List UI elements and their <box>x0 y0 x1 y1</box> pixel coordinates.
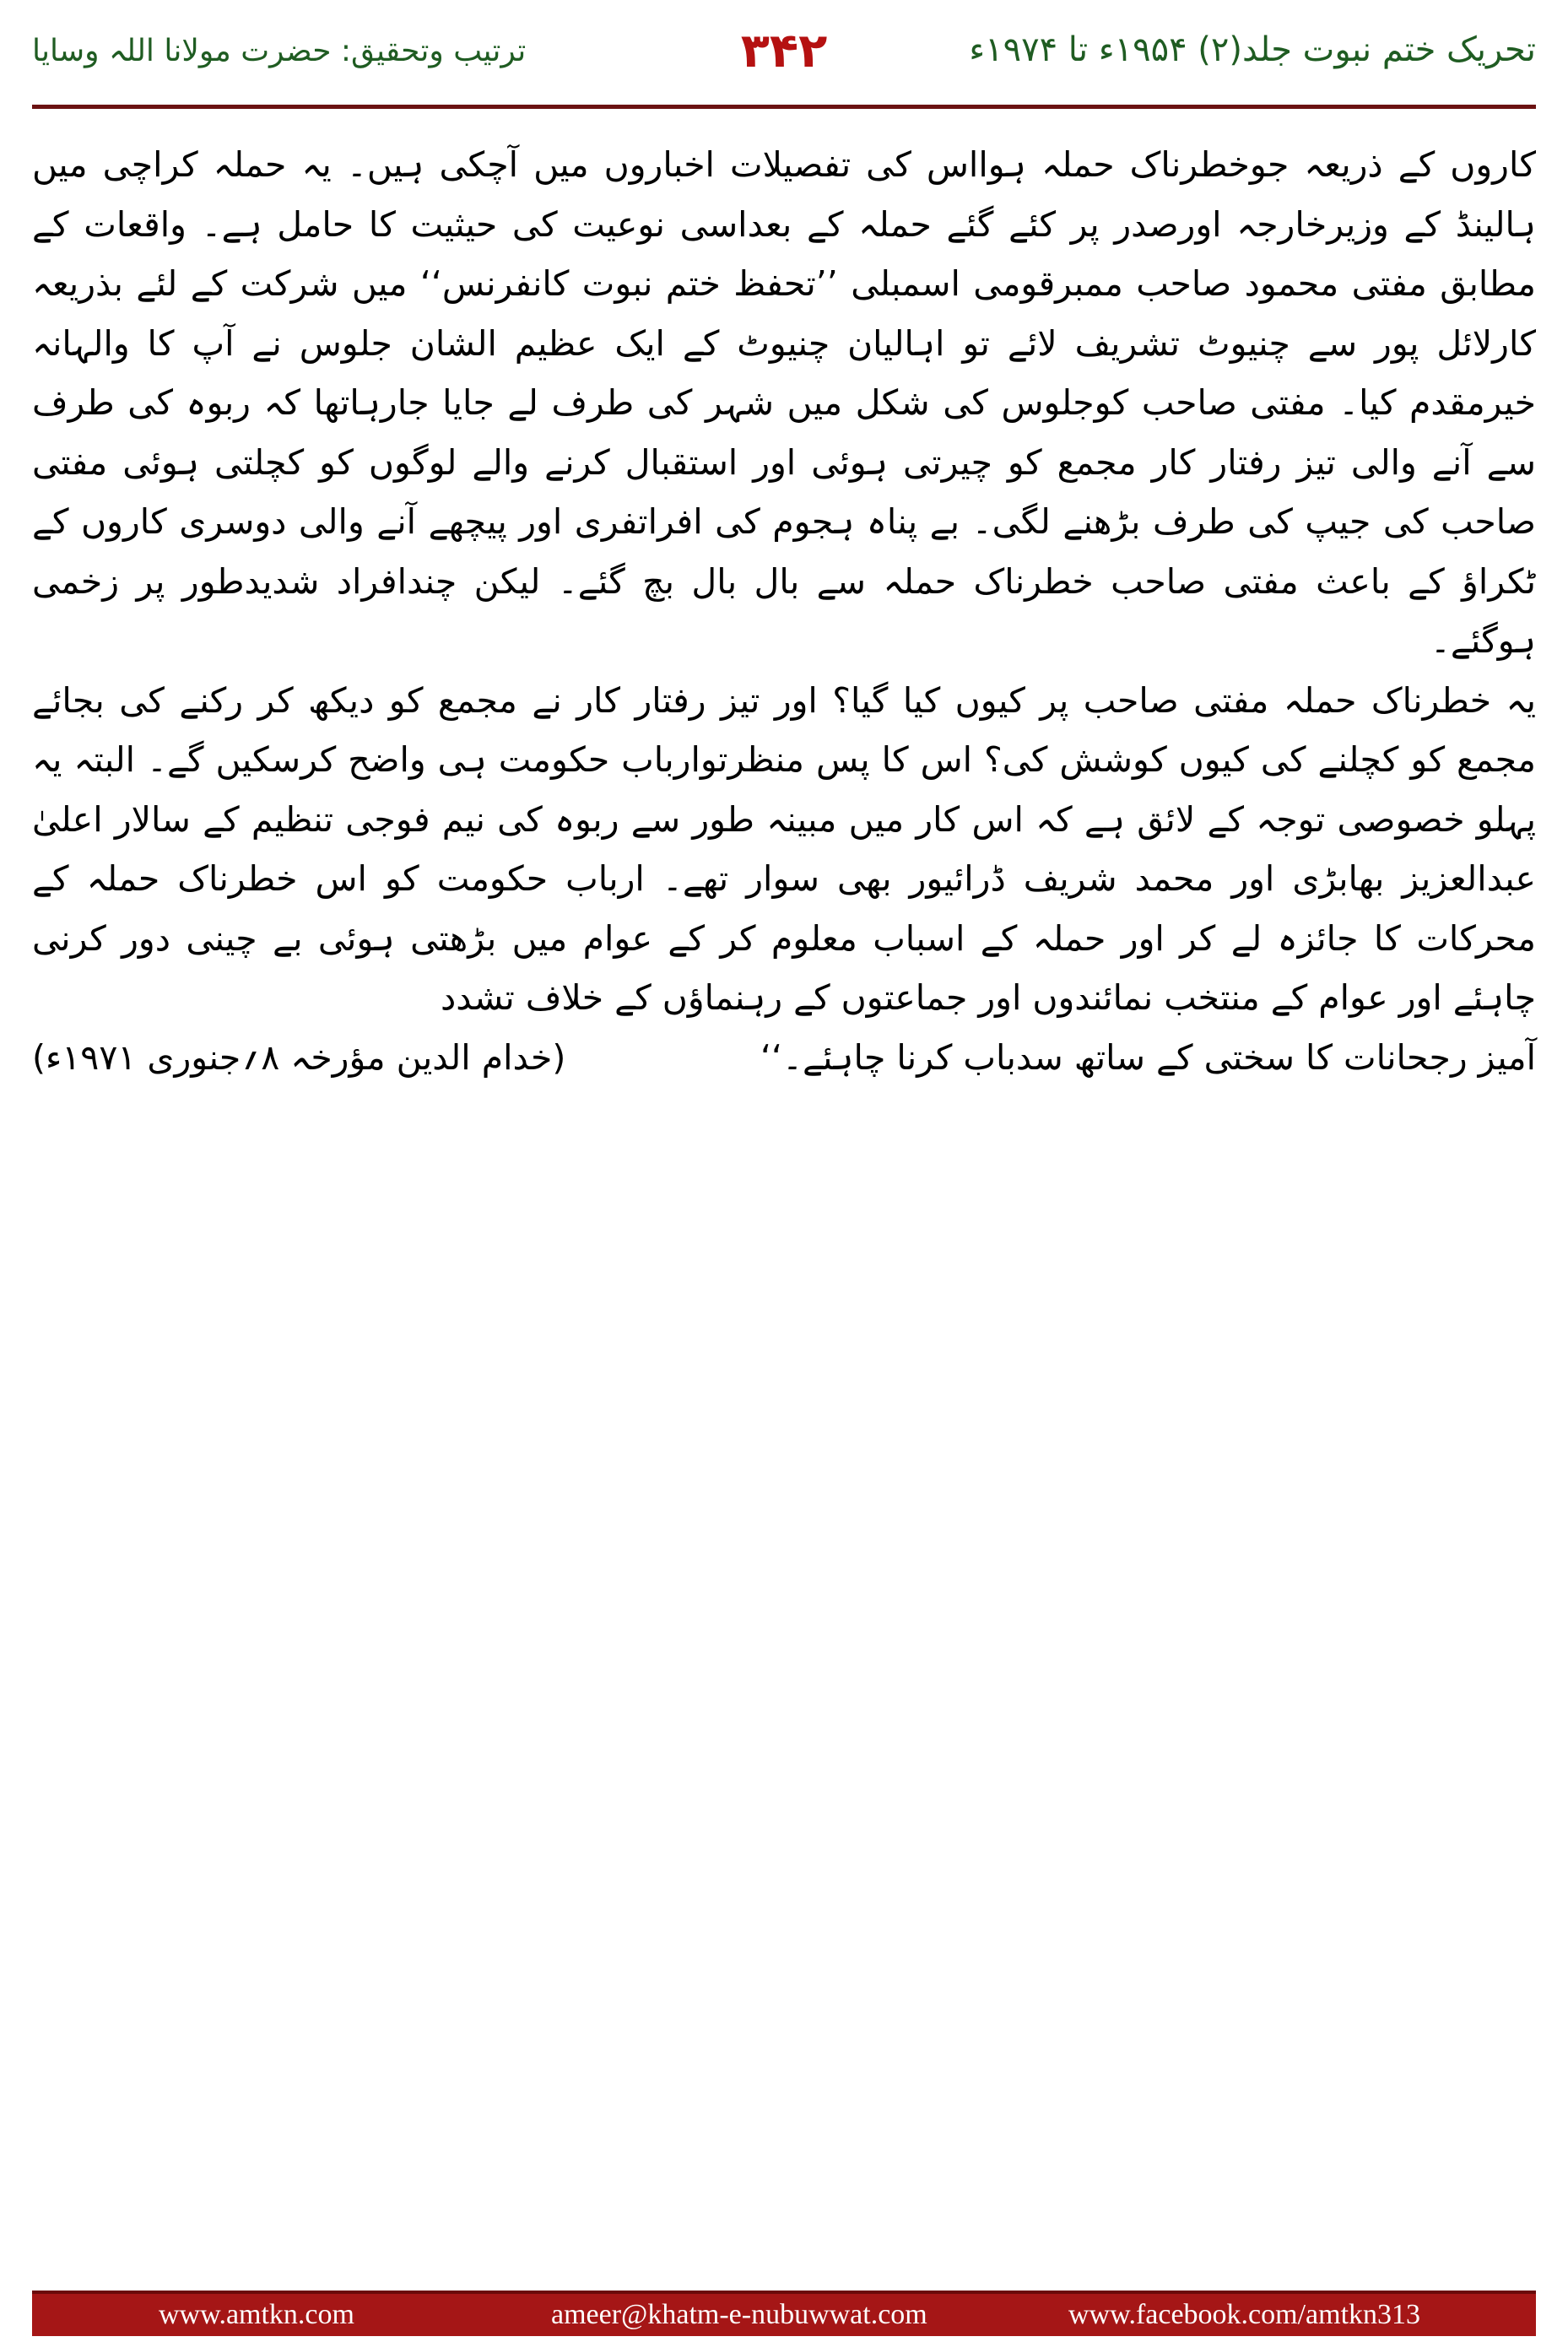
facebook-link[interactable]: www.facebook.com/amtkn313 <box>1068 2299 1421 2330</box>
closing-line <box>32 1028 1536 1088</box>
paragraph-2-ending: آمیز رجحانات کا سختی کے ساتھ سدباب کرنا چاہئے۔‘‘ <box>760 1036 1536 1078</box>
page-number: ۳۴۲ <box>740 24 828 78</box>
book-title: تحریک ختم نبوت جلد(۲) ۱۹۵۴ء تا ۱۹۷۴ء <box>969 30 1536 69</box>
paragraph-1: کاروں کے ذریعہ جوخطرناک حملہ ہوااس کی تفصیلات اخباروں میں آچکی ہیں۔ یہ حملہ کراچی میں ہالینڈ کے وزیرخارجہ اورصدر پر کئے گئے حملہ کے بعداسی نوعیت کی حیثیت کا حامل ہے۔ واقعات کے مطابق مفتی محمود صاحب ممبرقومی اسمبلی ’’تحفظ ختم نبوت کانفرنس‘‘ میں شرکت کے لئے بذریعہ کارلائل پور سے چنیوٹ تشریف لائے تو اہالیان چنیوٹ کے ایک عظیم الشان جلوس نے آپ کا والہانہ خیرمقدم کیا۔ مفتی صاحب کوجلوس کی شکل میں شہر کی طرف لے جایا جارہاتھا کہ ربوہ کی طرف سے آنے والی تیز رفتار کار مجمع کو چیرتی ہوئی اور استقبال کرنے والے لوگوں کو کچلتی ہوئی مفتی صاحب کی جیپ کی طرف بڑھنے لگی۔ بے پناہ ہجوم کی افراتفری اور پیچھے آنے والی دوسری کاروں کے ٹکراؤ کے باعث مفتی صاحب خطرناک حملہ سے بال بال بچ گئے۔ لیکن چندافراد شدیدطور پر زخمی ہوگئے۔ <box>32 144 1536 661</box>
email-link[interactable]: ameer@khatm-e-nubuwwat.com <box>551 2299 927 2330</box>
page-footer <box>32 2291 1536 2336</box>
website-link[interactable]: www.amtkn.com <box>159 2299 354 2330</box>
page-body <box>32 135 1536 1087</box>
source-citation: (خدام الدین مؤرخہ ۸؍جنوری ۱۹۷۱ء) <box>32 1036 566 1078</box>
page-header <box>32 24 1536 105</box>
header-divider <box>32 105 1536 109</box>
compiler-credit: ترتیب وتحقیق: حضرت مولانا اللہ وسایا <box>32 34 527 68</box>
paragraph-2: یہ خطرناک حملہ مفتی صاحب پر کیوں کیا گیا؟ اور تیز رفتار کار نے مجمع کو دیکھ کر رکنے کی بجائے مجمع کو کچلنے کی کیوں کوشش کی؟ اس کا پس منظرتوارباب حکومت ہی واضح کرسکیں گے۔ البتہ یہ پہلو خصوصی توجہ کے لائق ہے کہ اس کار میں مبینہ طور سے ربوہ کی نیم فوجی تنظیم کے سالار اعلیٰ عبدالعزیز بھابڑی اور محمد شریف ڈرائیور بھی سوار تھے۔ ارباب حکومت کو اس خطرناک حملہ کے محرکات کا جائزہ لے کر اور حملہ کے اسباب معلوم کر کے عوام میں بڑھتی ہوئی بے چینی دور کرنی چاہئے اور عوام کے منتخب نمائندوں اور جماعتوں کے رہنماؤں کے خلاف تشدد <box>32 679 1536 1018</box>
